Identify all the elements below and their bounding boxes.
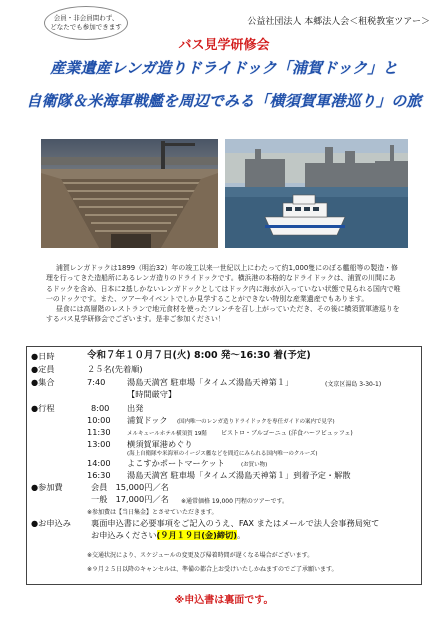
apply-text-prefix: お申込みください [91, 530, 157, 540]
meeting-note: 【時間厳守】 [127, 389, 177, 399]
meeting-time: 7:40 [87, 377, 106, 387]
schedule-item: 横須賀軍港めぐり [127, 439, 193, 449]
event-details-box [26, 346, 422, 585]
meeting-address: (文京区湯島 3-30-1) [325, 381, 382, 388]
schedule-item: 湯島天満宮 駐車場「タイムズ湯島天神第１」到着予定・解散 [127, 470, 351, 480]
schedule-note: ビストロ・ブルゴーニュ (洋食ハーフビュッフェ) [221, 430, 353, 437]
schedule-time: 14:00 [87, 458, 111, 468]
dry-dock-photo [41, 139, 218, 248]
apply-text-1: 裏面申込書に必要事項をご記入のうえ、FAX またはメールで法人会事務局宛て [91, 518, 380, 528]
schedule-note: (お買い物) [241, 462, 268, 468]
intro-paragraph-2: 昼食には高層階のレストランで地元食材を使ったフレンチを召し上がっていただき、その後に横須賀軍港巡りをするバス見学研修会でございます。是非ご参加ください！ [46, 305, 400, 324]
date-value: 令和７年１０月７日(火) 8:00 発～16:30 着(予定) [87, 350, 311, 361]
schedule-time: 10:00 [87, 415, 111, 425]
title-line-2: 自衛隊＆米海軍戦艦を周辺でみる「横須賀軍港巡り」の旅 [26, 92, 422, 110]
note-cancellation: ※９月２５日以降のキャンセルは、準備の都合上お受けいたしかねますのでご了承願います。 [87, 566, 338, 573]
intro-paragraph-1: 浦賀レンガドックは1899（明治32）年の竣工以来一世紀以上にわたって約1,000隻にのぼる艦船等の製造・修理を行ってきた造船所にあるレンガ造りのドライドックです。横浜港の本格的なドライドックは、浦賀の川間にあるドックを含め、日本に2基しかないレンガドックとしてはドック内に海水が入っていない状態で見られる国内で唯一のドックです。また、ツアーやイベントでしか見学することができない特別な産業遺産でもあります。 [46, 264, 401, 303]
naval-ships-photo [225, 139, 408, 248]
date-label: ●日時 [31, 351, 55, 361]
fee-label: ●参加費 [31, 482, 63, 492]
application-form-note: ※申込書は裏面です。 [174, 595, 274, 606]
schedule-label: ●行程 [31, 403, 55, 413]
schedule-note: (国内唯一のレンガ造りドライドックを専任ガイドの案内で見学) [177, 419, 335, 425]
apply-deadline: (９月１９日(金)締切) [156, 530, 237, 540]
apply-label: ●お申込み [31, 518, 71, 528]
capacity-value: ２５名(先着順) [87, 364, 143, 374]
fee-general: 一般 17,000円／名 [91, 494, 169, 504]
meeting-label: ●集合 [31, 377, 55, 387]
meeting-place: 湯島天満宮 駐車場「タイムズ湯島天神第１」 [127, 377, 294, 387]
bubble-line-2: どなたでも参加できます [50, 23, 122, 31]
intro-text [46, 263, 402, 325]
schedule-note: (海上自衛隊や米海軍のイージス艦などを間近にみられる国内唯一のクルーズ) [127, 451, 318, 457]
bubble-line-1: 会員・非会員問わず、 [53, 14, 119, 22]
fee-member: 会員 15,000円／名 [91, 482, 169, 492]
schedule-time: 16:30 [87, 470, 111, 480]
apply-text-suffix: 。 [236, 530, 246, 540]
note-schedule-change: ※交通状況により、スケジュールの変更及び帰着時間が遅くなる場合がございます。 [87, 552, 314, 559]
event-subtitle: バス見学研修会 [178, 38, 270, 53]
capacity-label: ●定員 [31, 364, 55, 374]
title-line-1: 産業遺産レンガ造りドライドック「浦賀ドック」と [50, 59, 398, 77]
schedule-item: メルキュールホテル横須賀 19階 [127, 431, 207, 437]
schedule-item: 浦賀ドック [127, 415, 168, 425]
apply-text-2 [91, 530, 245, 541]
fee-note: ※通常価格 19,000 円程のツアーです。 [181, 498, 289, 505]
schedule-time: 8:00 [91, 403, 110, 413]
schedule-item: 出発 [127, 403, 144, 413]
schedule-time: 11:30 [87, 427, 111, 437]
schedule-item: よこすかポートマーケット [127, 458, 225, 468]
organization-name: 公益社団法人 本郷法人会＜租税教室ツアー＞ [247, 17, 430, 27]
schedule-time: 13:00 [87, 439, 111, 449]
fee-payment-note: ※参加費は【当日集金】とさせていただきます。 [87, 509, 218, 516]
